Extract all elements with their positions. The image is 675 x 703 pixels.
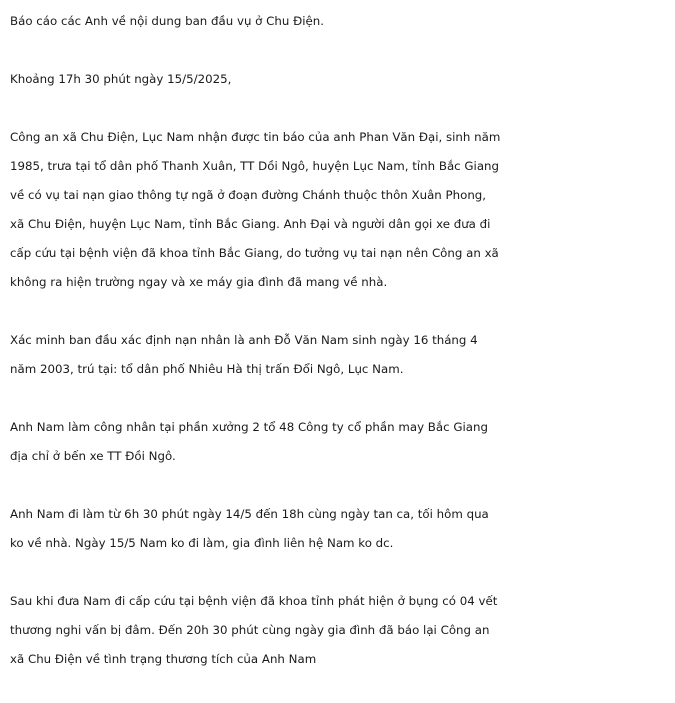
text-line: Xác minh ban đầu xác định nạn nhân là anh Đỗ Văn Nam sinh ngày 16 tháng 4: [10, 333, 478, 347]
paragraph-victim: [10, 326, 670, 384]
text-line: không ra hiện trường ngay và xe máy gia đình đã mang về nhà.: [10, 275, 388, 289]
paragraph-injury: [10, 587, 670, 674]
text-line: thương nghi vấn bị đâm. Đến 20h 30 phút cùng ngày gia đình đã báo lại Công an: [10, 623, 490, 637]
paragraph-report: [10, 123, 670, 297]
text-line: về có vụ tai nạn giao thông tự ngã ở đoạn đường Chánh thuộc thôn Xuân Phong,: [10, 188, 487, 202]
text-line: xã Chu Điện, huyện Lục Nam, tỉnh Bắc Giang. Anh Đại và người dân gọi xe đưa đi: [10, 217, 491, 231]
paragraph-greeting: [10, 7, 670, 36]
text-line: ko về nhà. Ngày 15/5 Nam ko đi làm, gia đình liên hệ Nam ko dc.: [10, 536, 394, 550]
text-line: 1985, trưa tại tổ dân phố Thanh Xuân, TT Dồi Ngô, huyện Lục Nam, tỉnh Bắc Giang: [10, 159, 500, 173]
text-line: năm 2003, trú tại: tổ dân phố Nhiêu Hà thị trấn Đổi Ngô, Lục Nam.: [10, 362, 404, 376]
text-line: Anh Nam làm công nhân tại phần xưởng 2 tổ 48 Công ty cổ phần may Bắc Giang: [10, 420, 488, 434]
text-line: Sau khi đưa Nam đi cấp cứu tại bệnh viện đã khoa tỉnh phát hiện ở bụng có 04 vết: [10, 594, 498, 608]
text-line: Báo cáo các Anh về nội dung ban đầu vụ ở Chu Điện.: [10, 14, 324, 28]
paragraph-timeline: [10, 500, 670, 558]
text-line: Công an xã Chu Điện, Lục Nam nhận được tin báo của anh Phan Văn Đại, sinh năm: [10, 130, 501, 144]
paragraph-time: [10, 65, 670, 94]
text-line: cấp cứu tại bệnh viện đã khoa tỉnh Bắc Giang, do tưởng vụ tai nạn nên Công an xã: [10, 246, 499, 260]
text-line: địa chỉ ở bến xe TT Đồi Ngô.: [10, 449, 176, 463]
document-body: [10, 7, 670, 703]
text-line: Khoảng 17h 30 phút ngày 15/5/2025,: [10, 72, 232, 86]
paragraph-work: [10, 413, 670, 471]
text-line: Anh Nam đi làm từ 6h 30 phút ngày 14/5 đến 18h cùng ngày tan ca, tối hôm qua: [10, 507, 489, 521]
text-line: xã Chu Điện về tình trạng thương tích của Anh Nam: [10, 652, 317, 666]
